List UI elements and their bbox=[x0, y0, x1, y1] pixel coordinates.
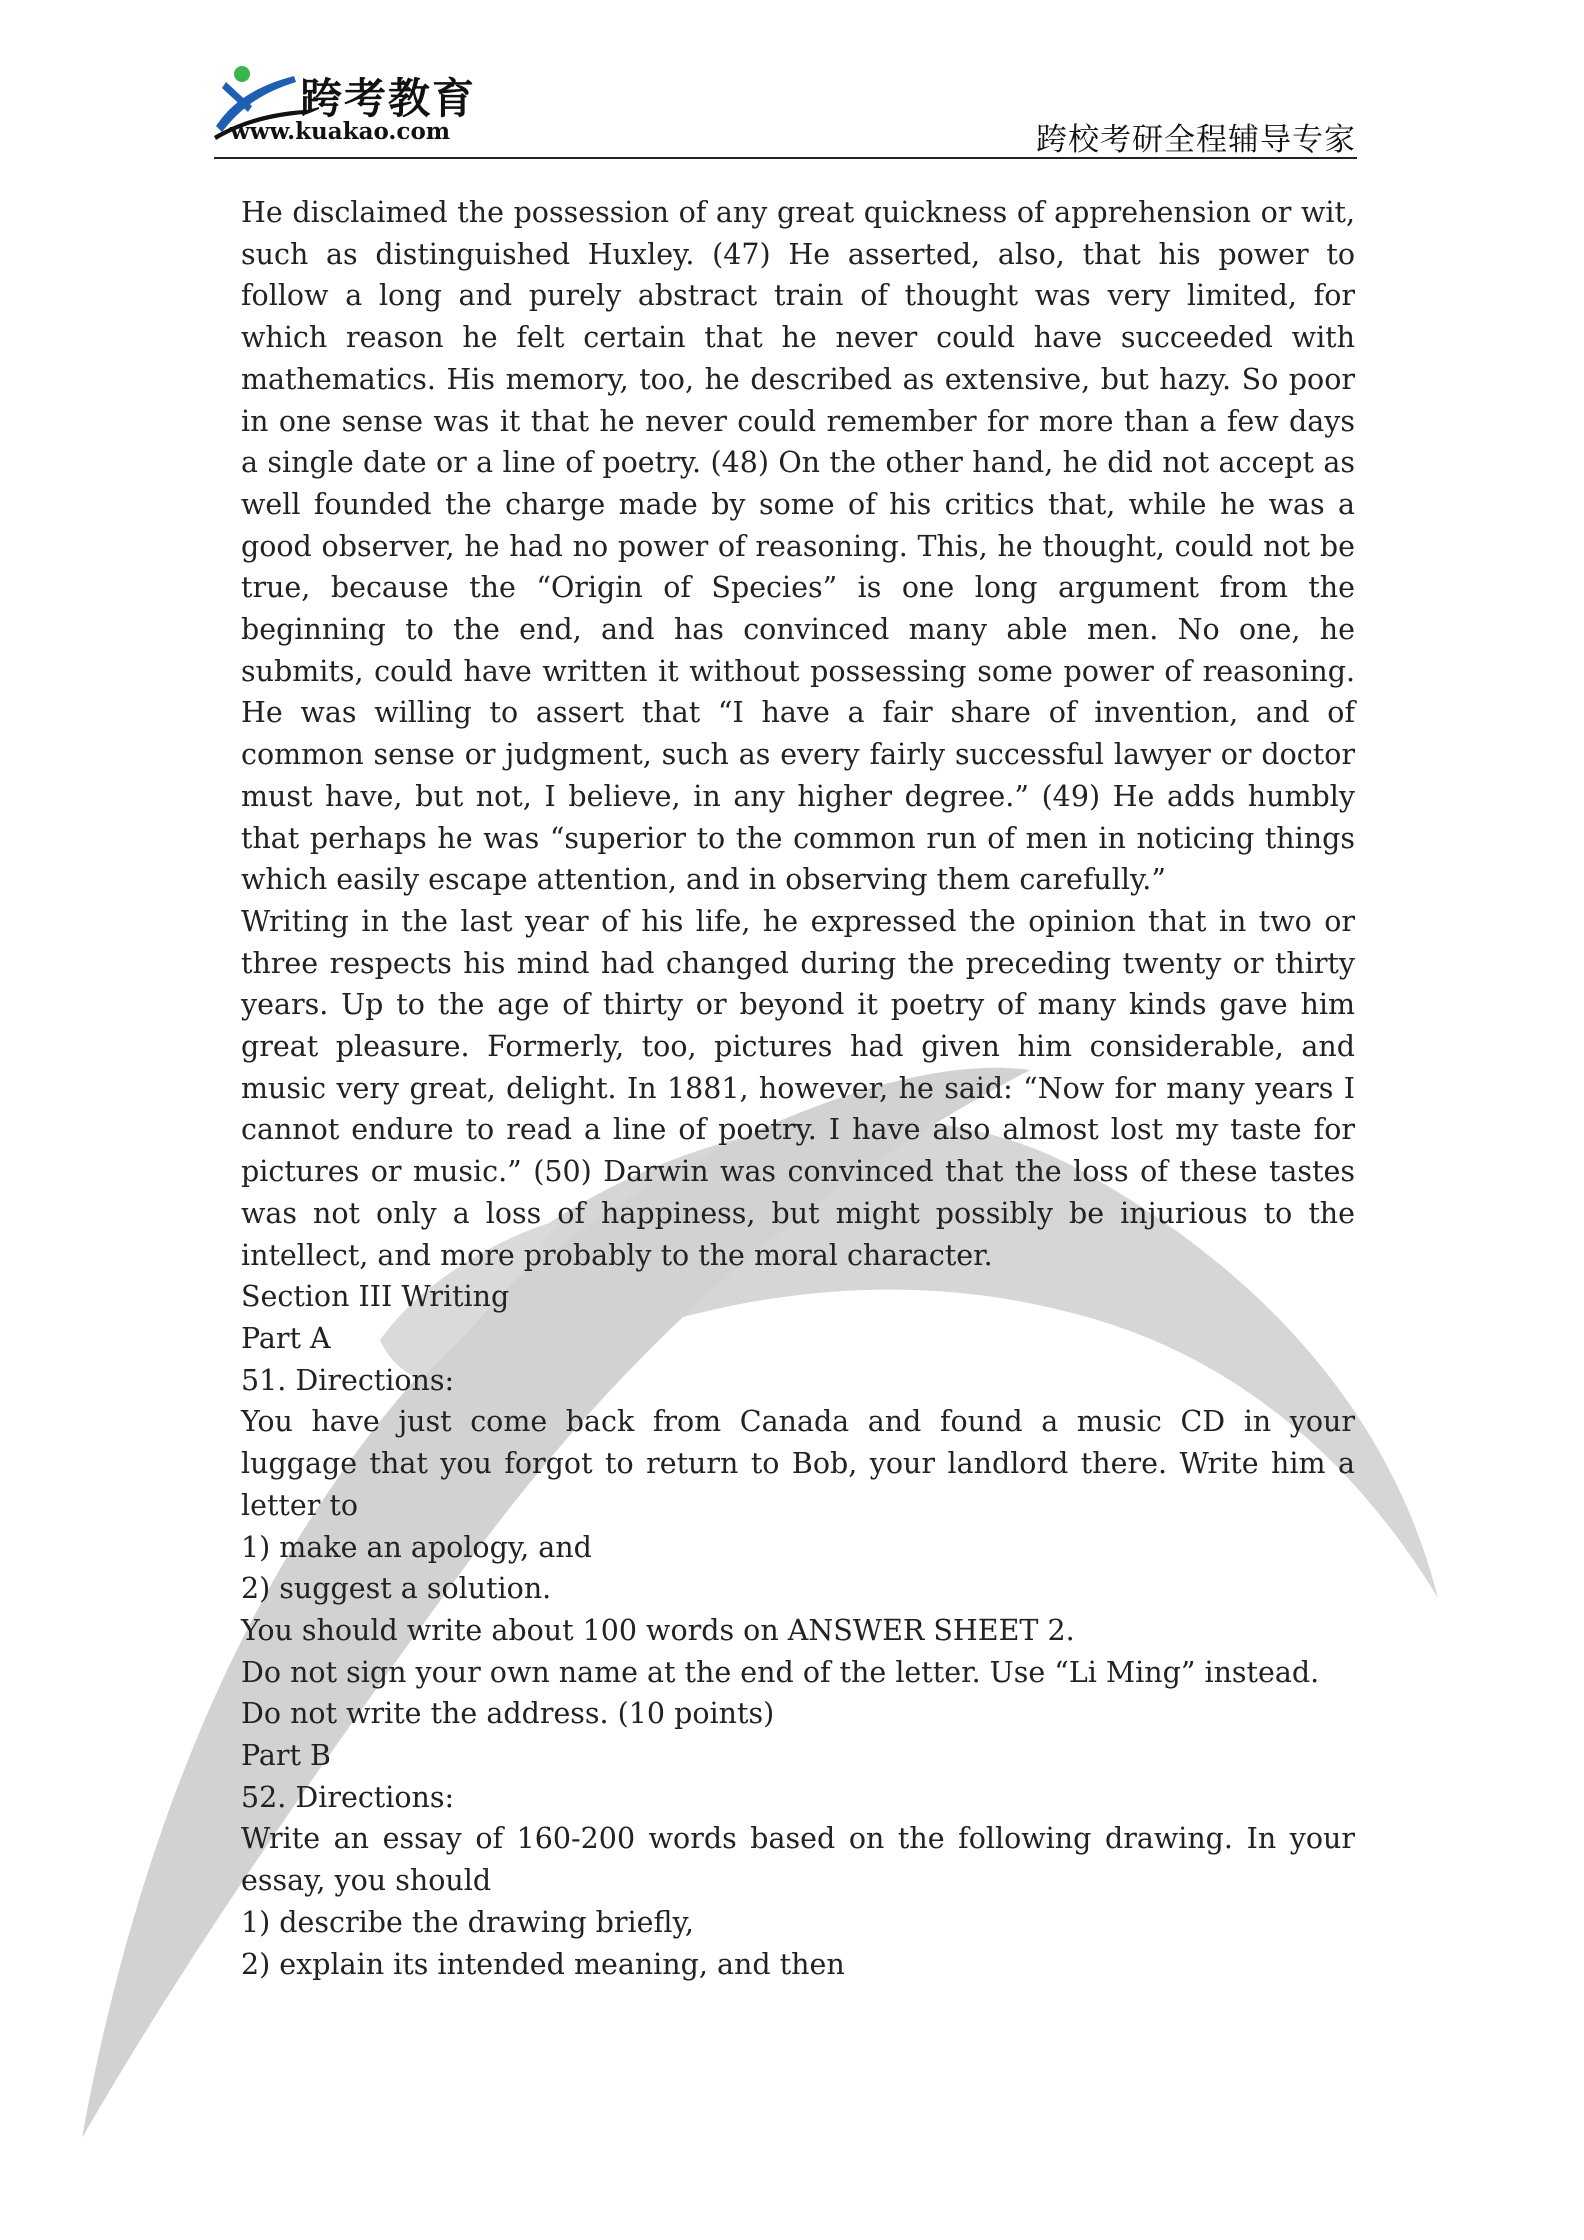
question-52-item-2: 2) explain its intended meaning, and then bbox=[241, 1947, 845, 1981]
question-51-signature-note: Do not sign your own name at the end of the letter. Use “Li Ming” instead. bbox=[241, 1655, 1320, 1689]
question-51-label: 51. Directions: bbox=[241, 1363, 455, 1397]
part-b-heading: Part B bbox=[241, 1739, 331, 1773]
question-51-item-1: 1) make an apology, and bbox=[241, 1530, 592, 1564]
question-51-word-count: You should write about 100 words on ANSWER SHEET 2. bbox=[241, 1613, 1075, 1647]
document-body bbox=[241, 192, 1355, 1985]
question-52-item-1: 1) describe the drawing briefly, bbox=[241, 1905, 694, 1939]
kuakao-logo bbox=[212, 62, 512, 152]
question-52-label: 52. Directions: bbox=[241, 1780, 455, 1814]
header-divider bbox=[214, 157, 1357, 159]
page-header bbox=[0, 0, 1584, 170]
paragraph-darwin-reasoning: He disclaimed the possession of any great quickness of apprehension or wit, such as distinguished Huxley. (47) He asserted, also, that his power to follow a long and purely abstract train of thought was very limited, for which reason he felt certain that he never could have succeeded with mathematics. His memory, too, he described as extensive, but hazy. So poor in one sense was it that he never could remember for more than a few days a single date or a line of poetry. (48) On the other hand, he did not accept as well founded the charge made by some of his critics that, while he was a good observer, he had no power of reasoning. This, he thought, could not be true, because the “Origin of Species” is one long argument from the beginning to the end, and has convinced many able men. No one, he submits, could have written it without possessing some power of reasoning. He was willing to assert that “I have a fair share of invention, and of common sense or judgment, such as every fairly successful lawyer or doctor must have, but not, I believe, in any higher degree.” (49) He adds humbly that perhaps he was “superior to the common run of men in noticing things which easily escape attention, and in observing them carefully.” bbox=[241, 196, 1355, 897]
question-51-address-note: Do not write the address. (10 points) bbox=[241, 1697, 775, 1731]
question-51-item-2: 2) suggest a solution. bbox=[241, 1572, 552, 1606]
question-52-text: Write an essay of 160-200 words based on the following drawing. In your essay, you should bbox=[241, 1822, 1355, 1898]
paragraph-darwin-tastes: Writing in the last year of his life, he expressed the opinion that in two or three respects his mind had changed during the preceding twenty or thirty years. Up to the age of thirty or beyond it poetry of many kinds gave him great pleasure. Formerly, too, pictures had given him considerable, and music very great, delight. In 1881, however, he said: “Now for many years I cannot endure to read a line of poetry. I have also almost lost my taste for pictures or music.” (50) Darwin was convinced that the loss of these tastes was not only a loss of happiness, but might possibly be injurious to the intellect, and more probably to the moral character. bbox=[241, 904, 1355, 1272]
logo-url: www.kuakao.com bbox=[230, 118, 451, 145]
part-a-heading: Part A bbox=[241, 1321, 331, 1355]
section-heading: Section III Writing bbox=[241, 1280, 510, 1314]
header-tagline: 跨校考研全程辅导专家 bbox=[1036, 122, 1356, 158]
question-51-text: You have just come back from Canada and found a music CD in your luggage that you forgot to return to Bob, your landlord there. Write him a letter to bbox=[241, 1405, 1355, 1522]
logo-name: 跨考教育 bbox=[300, 74, 477, 123]
